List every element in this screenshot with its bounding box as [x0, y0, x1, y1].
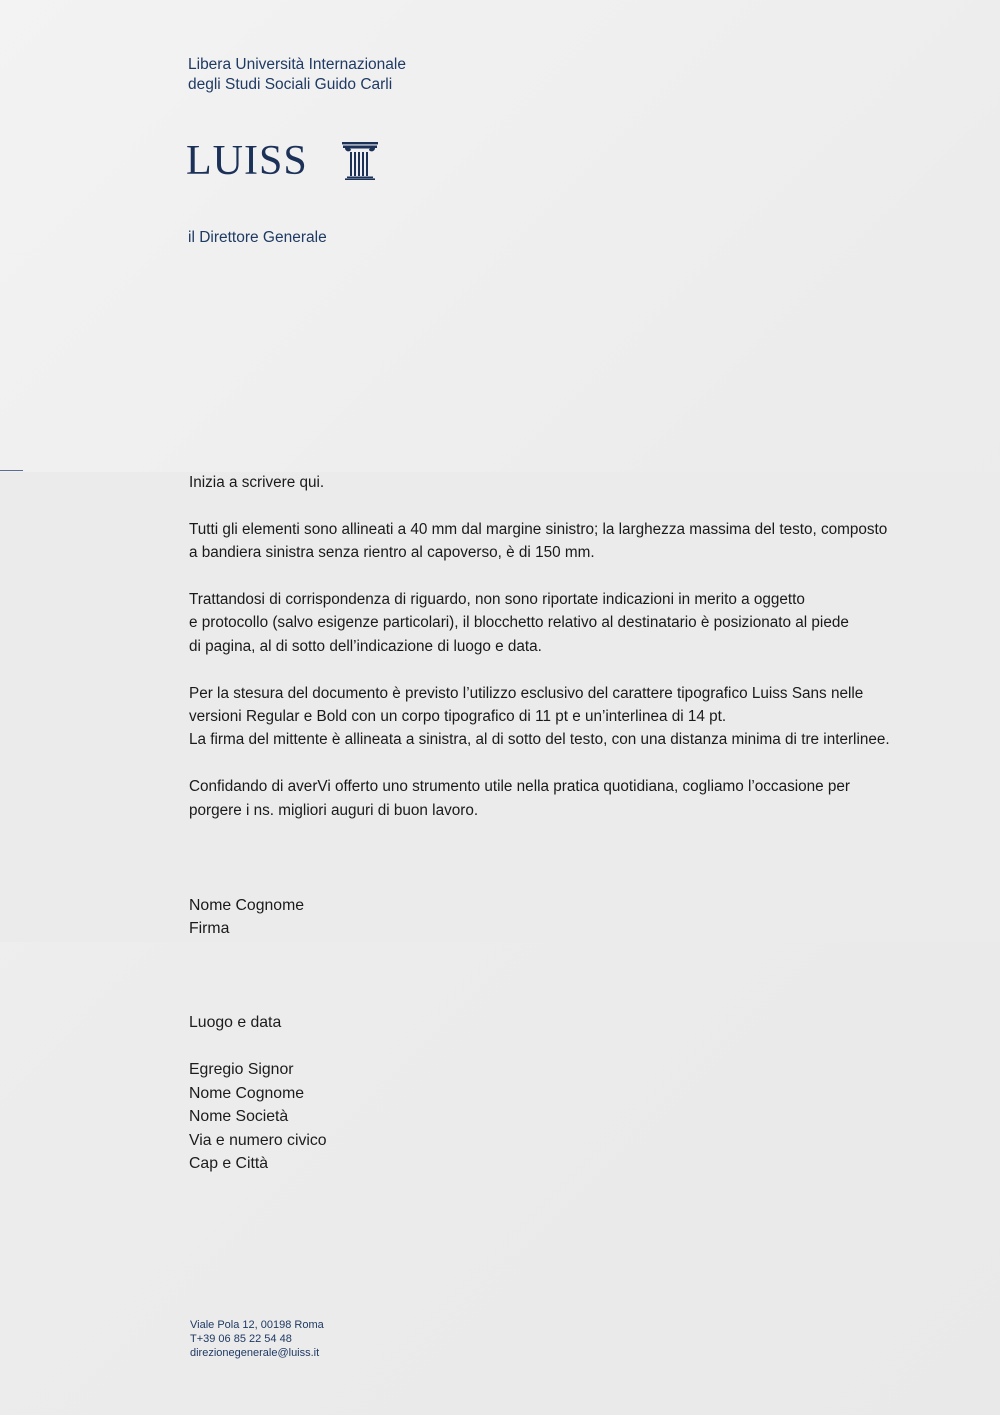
footer-contacts [190, 1318, 324, 1360]
footer-address: Viale Pola 12, 00198 Roma [190, 1319, 324, 1331]
signature-label: Firma [189, 920, 230, 937]
recipient-company: Nome Società [189, 1108, 289, 1125]
paragraph: Inizia a scrivere qui. [189, 474, 325, 491]
university-name-line-1: Libera Università Internazionale [188, 56, 406, 73]
paragraph: Trattandosi di corrispondenza di riguardo, non sono riportate indicazioni in merito a oggetto e protocollo (salvo esigenze particolari), il blocchetto relativo al destinatario è posizionato al piede di pagina, al di sotto dell’indicazione di luogo e data. [189, 591, 849, 655]
fold-mark [0, 470, 23, 471]
logo-wordmark: LUISS [186, 138, 308, 184]
paragraph: Confidando di averVi offerto uno strumento utile nella pratica quotidiana, cogliamo l’occasione per porgere i ns. migliori auguri di buon lavoro. [189, 778, 851, 819]
signature-block [189, 894, 304, 940]
recipient-name: Nome Cognome [189, 1084, 305, 1102]
recipient-block [189, 1058, 327, 1176]
ionic-column-icon [342, 142, 378, 180]
paragraph: Tutti gli elementi sono allineati a 40 mm dal margine sinistro; la larghezza massima del testo, composto a bandiera sinistra senza rientro al capoverso, è di 150 mm. [189, 520, 888, 562]
university-name-line-2: degli Studi Sociali Guido Carli [188, 76, 393, 93]
place-and-date: Luogo e data [189, 1014, 282, 1031]
letter-body [189, 471, 909, 845]
recipient-street: Via e numero civico [189, 1131, 327, 1149]
recipient-salutation: Egregio Signor [189, 1061, 294, 1078]
recipient-city: Cap e Città [189, 1155, 269, 1172]
university-name [188, 55, 406, 95]
footer-phone: T+39 06 85 22 54 48 [190, 1333, 292, 1345]
paragraph: Per la stesura del documento è previsto l’utilizzo esclusivo del carattere tipografico Luiss Sans nelle versioni Regular e Bold con un corpo tipografico di 11 pt e un’interlinea di 14 pt. La firma del mittente è allineata a sinistra, al di sotto del testo, con una distanza minima di tre interlinee. [189, 684, 890, 749]
luiss-logo [186, 138, 378, 184]
office-title: il Direttore Generale [188, 229, 327, 246]
footer-email-link[interactable]: direzionegenerale@luiss.it [190, 1347, 320, 1359]
signature-name: Nome Cognome [189, 897, 305, 914]
